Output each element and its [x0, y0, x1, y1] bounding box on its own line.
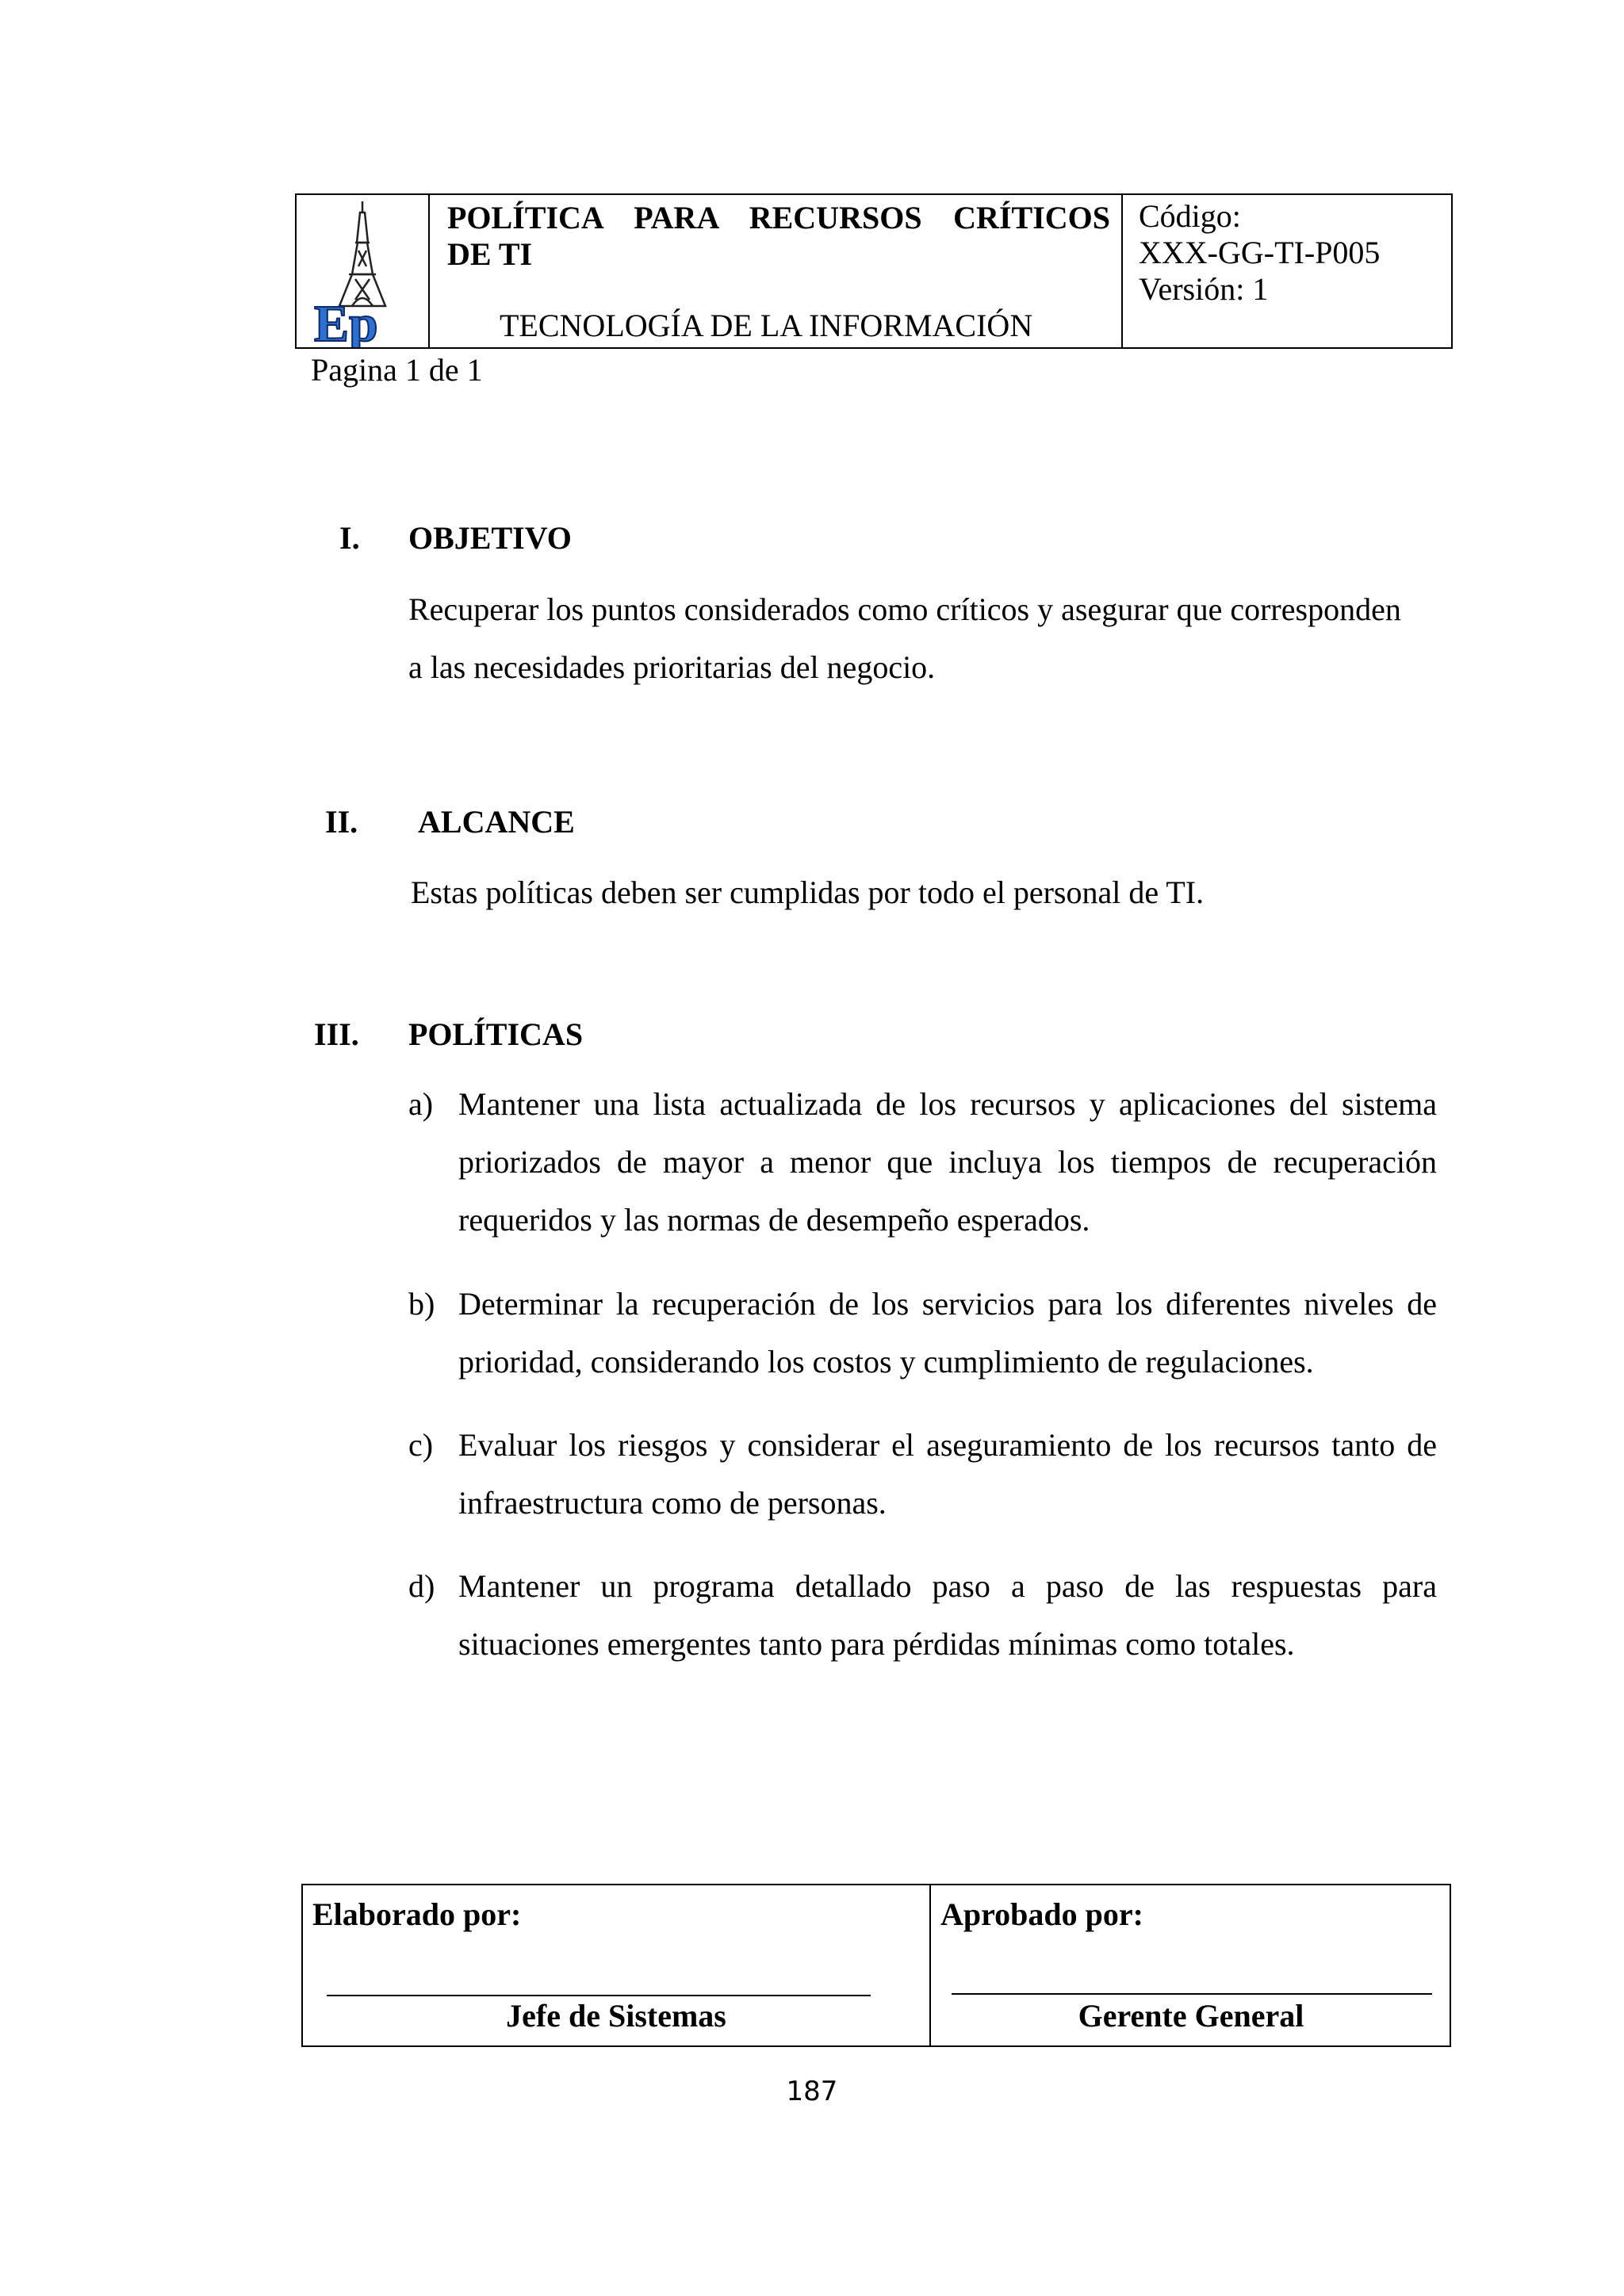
- elaborado-role: Jefe de Sistemas: [506, 1998, 726, 2034]
- section-politicas-title: POLÍTICAS: [408, 1016, 584, 1052]
- document-title-line1: POLÍTICA PARA RECURSOS CRÍTICOS: [447, 200, 1110, 235]
- eiffel-tower-logo-icon: [297, 195, 428, 347]
- policy-item-b-text: Determinar la recuperación de los servicios para los diferentes niveles de prioridad, considerando los costos y cumplimiento de regulaciones.: [458, 1286, 1437, 1380]
- aprobado-signature-line: [952, 1993, 1432, 1995]
- elaborado-label: Elaborado por:: [312, 1896, 522, 1932]
- section-objetivo-line1: Recuperar los puntos considerados como críticos y asegurar que corresponden: [408, 591, 1401, 627]
- section-alcance-text: Estas políticas deben ser cumplidas por todo el personal de TI.: [411, 874, 1205, 910]
- document-subtitle: TECNOLOGÍA DE LA INFORMACIÓN: [500, 308, 1033, 343]
- policy-item-a-text: Mantener una lista actualizada de los recursos y aplicaciones del sistema priorizados de mayor a menor que incluya los tiempos de recuperación requeridos y las normas de desempeño esperados.: [458, 1086, 1437, 1238]
- elaborado-signature-line: [327, 1995, 871, 1996]
- code-value: XXX-GG-TI-P005: [1139, 235, 1381, 270]
- page-number: 187: [786, 2076, 838, 2107]
- policy-item-d-text: Mantener un programa detallado paso a paso de las respuestas para situaciones emergentes tanto para pérdidas mínimas como totales.: [458, 1568, 1437, 1662]
- section-politicas-number: III.: [314, 1016, 359, 1052]
- policy-item-a-letter: a): [408, 1086, 434, 1122]
- section-alcance-number: II.: [325, 804, 358, 840]
- aprobado-label: Aprobado por:: [940, 1896, 1143, 1932]
- version-label: Versión: 1: [1139, 271, 1269, 307]
- signature-table: [301, 1884, 1451, 2047]
- document-title-line2: DE TI: [447, 236, 533, 272]
- aprobado-role: Gerente General: [1078, 1998, 1304, 2034]
- policy-item-c-letter: c): [408, 1427, 434, 1463]
- section-objetivo-title: OBJETIVO: [408, 520, 572, 556]
- header-logo-cell: [297, 195, 430, 347]
- page-count: Pagina 1 de 1: [311, 352, 483, 388]
- policy-item-c-text: Evaluar los riesgos y considerar el aseguramiento de los recursos tanto de infraestructura como de personas.: [458, 1427, 1437, 1521]
- section-objetivo-line2: a las necesidades prioritarias del negocio.: [408, 649, 936, 685]
- policy-item-d-letter: d): [408, 1568, 435, 1604]
- logo-letters: Ep: [314, 295, 378, 347]
- section-alcance-title: ALCANCE: [418, 804, 575, 840]
- code-label: Código:: [1139, 198, 1241, 234]
- policy-item-b-letter: b): [408, 1286, 435, 1322]
- section-objetivo-number: I.: [339, 520, 360, 556]
